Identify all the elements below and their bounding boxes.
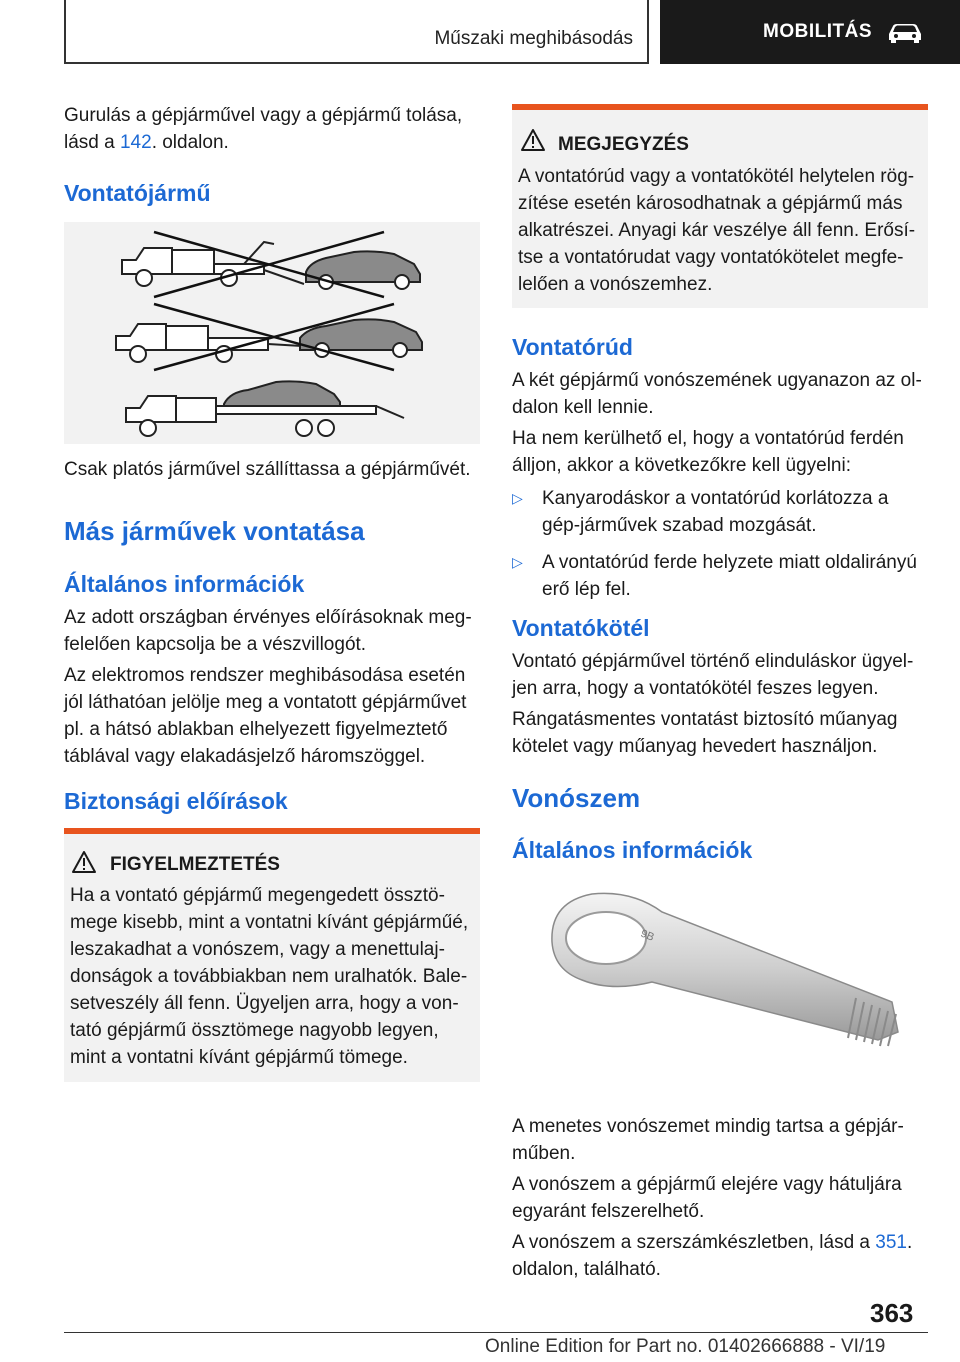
paragraph-kotel-2: Rángatásmentes vontatást biztosító műanyag kötelet vagy műanyag hevedert használjon. xyxy=(512,709,898,757)
rud-bullet-item xyxy=(512,549,928,603)
intro-paragraph xyxy=(64,102,474,156)
paragraph-veszvillogo: Az adott országban érvényes előírásoknak meg-felelően kapcsolja be a vészvillogót. xyxy=(64,607,472,655)
tow-eye-marking: 9B xyxy=(638,927,656,944)
tow-truck-illustration xyxy=(64,222,480,444)
paragraph-vonoszem-3 xyxy=(512,1229,928,1283)
triangle-right-icon: ▷ xyxy=(512,554,523,570)
rud-bullet-text: Kanyarodáskor a vontatórúd korlátozza a gép-járművek szabad mozgását. xyxy=(542,488,889,536)
page-link-351[interactable]: 351 xyxy=(875,1232,907,1253)
page-number: 363 xyxy=(870,1298,914,1328)
note-triangle-icon xyxy=(520,128,546,152)
intro-text-end: . oldalon. xyxy=(151,132,229,153)
heading-vontatojarmu: Vontatójármű xyxy=(64,180,211,206)
paragraph-vonoszem-1: A menetes vonószemet mindig tartsa a gépjár-műben. xyxy=(512,1116,904,1164)
note-title: MEGJEGYZÉS xyxy=(558,134,689,155)
triangle-right-icon: ▷ xyxy=(512,490,523,506)
paragraph-rud-1: A két gépjármű vonószemének ugyanazon az ol-dalon kell lennie. xyxy=(512,370,922,418)
heading-biztonsagi: Biztonsági előírások xyxy=(64,788,288,814)
header-chapter-title: MOBILITÁS xyxy=(763,21,872,42)
paragraph-kotel-1: Vontató gépjárművel történő elinduláskor ügyel-jen arra, hogy a vontatókötél feszes legyen. xyxy=(512,651,914,699)
note-box xyxy=(512,110,928,308)
paragraph-elektromos: Az elektromos rendszer meghibásodása esetén jól láthatóan jelölje meg a vontatott gépjárművet pl. a hátsó ablakban elhelyezett figyelmeztető táblával vagy elakadásjelző háromszöggel. xyxy=(64,665,467,767)
warning-text: Ha a vontató gépjármű megengedett össztö-mege kisebb, mint a vontatni kívánt gépjárműé, leszakadhat a vonószem, vagy a menettulaj-donságok a továbbiakban nem uralhatók. Bale-setveszély áll fenn. Ügyeljen arra, hogy a von-tató gépjármű össztömege nagyobb legyen, mint a vontatni kívánt gépjármű tömege. xyxy=(70,885,469,1068)
heading-vontatorud: Vontatórúd xyxy=(512,334,633,360)
rud-bullet-list xyxy=(512,485,928,613)
heading-mas-jarmuvek: Más járművek vontatása xyxy=(64,516,365,546)
car-icon xyxy=(886,21,924,43)
heading-vonoszem: Vonószem xyxy=(512,783,641,813)
footer-divider xyxy=(64,1332,928,1333)
tow-eye-drawing xyxy=(512,872,928,1094)
illustration-caption: Csak platós járművel szállíttassa a gépjárművét. xyxy=(64,459,471,480)
intro-text: Gurulás a gépjárművel vagy a gépjármű tolása, lásd a xyxy=(64,105,463,153)
rud-bullet-item xyxy=(512,485,928,539)
heading-vontatokotel: Vontatókötél xyxy=(512,615,650,641)
edition-text: Online Edition for Part no. 01402666888 - VI/19 xyxy=(485,1336,886,1357)
page-link-142[interactable]: 142 xyxy=(119,132,152,153)
vonoszem-text: A vonószem a szerszámkészletben, lásd a xyxy=(512,1232,876,1253)
rud-bullet-text: A vontatórúd ferde helyzete miatt oldalirányú erő lép fel. xyxy=(542,552,917,600)
vonoszem-text-end: . oldalon, található. xyxy=(512,1232,913,1280)
warning-triangle-icon xyxy=(71,850,97,874)
heading-altalanos-2: Általános információk xyxy=(512,837,753,863)
tow-eye-illustration xyxy=(512,872,928,1094)
note-text: A vontatórúd vagy a vontatókötél helytelen rög-zítése esetén károsodhatnak a gépjármű más alkatrészei. Anyagi kár veszélye áll fenn. Erősí-tse a vontatórudat vagy vontatókötelet megfe-lelően a vonószemhez. xyxy=(518,166,916,295)
heading-altalanos: Általános információk xyxy=(64,571,305,597)
paragraph-vonoszem-2: A vonószem a gépjármű elejére vagy hátuljára egyaránt felszerelhető. xyxy=(512,1174,902,1222)
header-section-box xyxy=(64,0,649,64)
paragraph-rud-2: Ha nem kerülhető el, hogy a vontatórúd ferdén álljon, akkor a következőkre kell ügyelni: xyxy=(512,428,904,476)
header-chapter-box xyxy=(660,0,960,64)
tow-truck-drawing xyxy=(64,222,480,444)
warning-title: FIGYELMEZTETÉS xyxy=(110,854,280,875)
header-section-title: Műszaki meghibásodás xyxy=(434,28,633,49)
warning-box xyxy=(64,834,480,1082)
